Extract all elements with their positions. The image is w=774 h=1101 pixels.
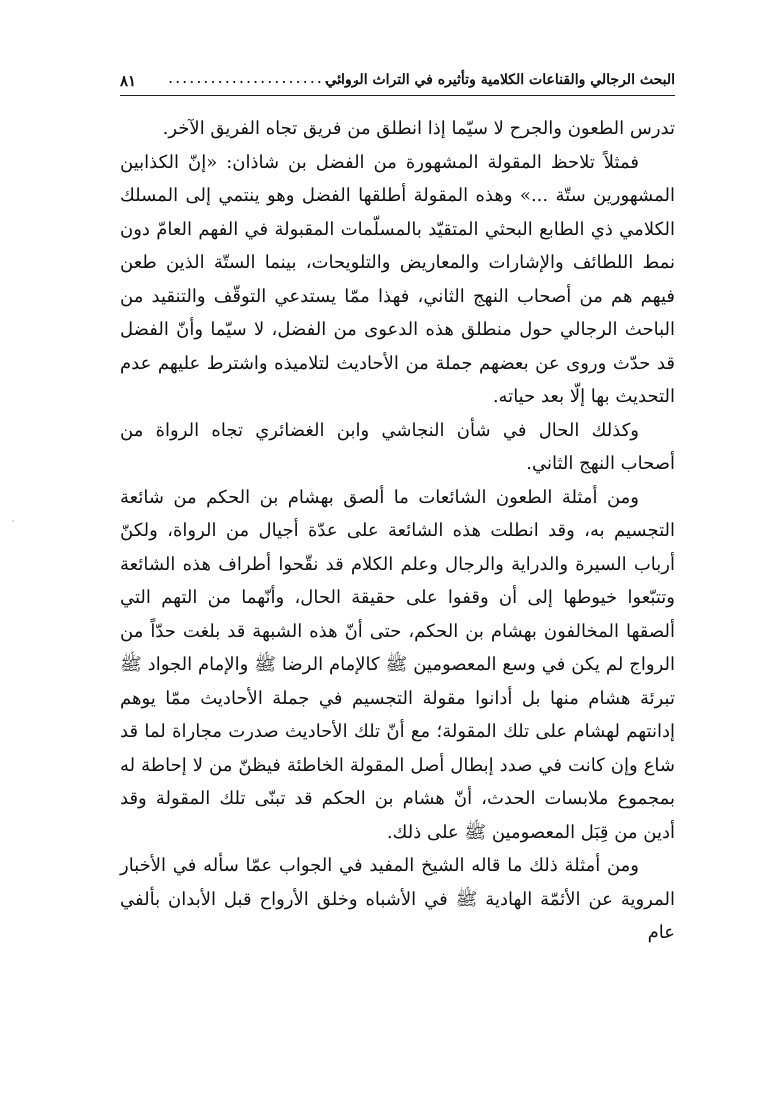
paragraph-4: ومن أمثلة الطعون الشائعات ما ألصق بهشام بن الحكم من شائعة التجسيم به، وقد انطلت هذه الشائعة على عدّة أجيال من الرواة، ولكنّ أرباب السيرة والدراية والرجال وعلم الكلام قد نقّحوا أطراف هذه الشائعة وتتبّعوا خيوطها إلى أن وقفوا على حقيقة الحال، وأنّهما من التهم التي ألصقها المخالفون بهشام بن الحكم، حتى أنّ هذه الشبهة قد بلغت حدّاً من الرواج لم يكن في وسع المعصومين ﷺ كالإمام الرضا ﷺ والإمام الجواد ﷺ تبرئة هشام منها بل أدانوا مقولة التجسيم في جملة الأحاديث ممّا يوهم إدانتهم لهشام على تلك المقولة؛ مع أنّ تلك الأحاديث صدرت مجاراة لما قد شاع وإن كانت في صدد إبطال أصل المقولة الخاطئة فيظنّ من لا إحاطة له بمجموع ملابسات الحدث، أنّ هشام بن الحكم قد تبنّى تلك المقولة وقد أدين من قِبَل المعصومين ﷺ على ذلك.: [120, 486, 675, 843]
leader-dots: ...........................: [168, 68, 360, 87]
paragraph-3: وكذلك الحال في شأن النجاشي وابن الغضائري تجاه الرواة من أصحاب النهج الثاني.: [120, 419, 675, 474]
paragraph-1: تدرس الطعون والجرح لا سيّما إذا انطلق من فريق تجاه الفريق الآخر.: [162, 118, 675, 139]
margin-speck: [12, 520, 14, 522]
paragraph-2: فمثلاً تلاحظ المقولة المشهورة من الفضل بن شاذان: «إنّ الكذابين المشهورين ستّة ...» وهذه المقولة أطلقها الفضل وهو ينتمي إلى المسلك الكلامي ذي الطابع البحثي المتقيّد بالمسلّمات المقبولة في الفهم العامّ دون نمط اللطائف والإشارات والمعاريض والتلويحات، بينما الستّة الذين طعن فيهم هم من أصحاب النهج الثاني، فهذا ممّا يستدعي التوقّف والتنقيد من الباحث الرجالي حول منطلق هذه الدعوى من الفضل، لا سيّما وأنّ الفضل قد حدّث وروى عن بعضهم جملة من الأحاديث لتلاميذه واشترط عليهم عدم التحديث بها إلّا بعد حياته.: [120, 151, 675, 407]
paragraph-5: ومن أمثلة ذلك ما قاله الشيخ المفيد في الجواب عمّا سأله في الأخبار المروية عن الأئمّة الهادية ﷺ في الأشباه وخلق الأرواح قبل الأبدان بألفي عام: [120, 855, 675, 943]
running-header-title: البحث الرجالي والقناعات الكلامية وتأثيره في التراث الروائي: [325, 72, 675, 88]
running-header: [120, 62, 675, 96]
header-rule: [120, 95, 675, 96]
body-text: [120, 112, 675, 950]
page-number: ٨١: [120, 72, 137, 90]
